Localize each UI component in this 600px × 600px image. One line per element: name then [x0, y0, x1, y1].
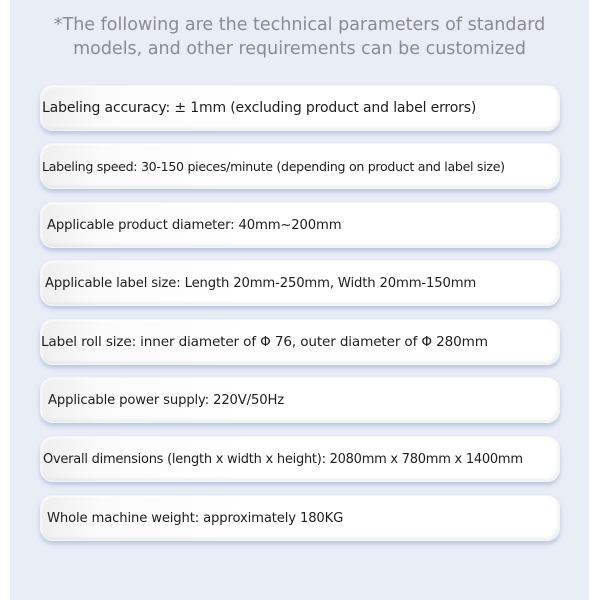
spec-card-machine-weight — [40, 495, 560, 541]
spec-card-product-diameter — [40, 202, 560, 248]
intro-note — [10, 13, 589, 61]
spec-text: Labeling speed: 30-150 pieces/minute (depending on product and label size) — [42, 158, 505, 174]
spec-text: Whole machine weight: approximately 180KG — [47, 510, 344, 526]
intro-line-2: models, and other requirements can be customized — [73, 39, 526, 59]
spec-card-labeling-accuracy — [40, 85, 560, 131]
spec-panel — [10, 0, 589, 600]
spec-card-labeling-speed — [40, 143, 560, 189]
spec-text: Applicable label size: Length 20mm-250mm, Width 20mm-150mm — [45, 275, 477, 291]
spec-text: Applicable product diameter: 40mm~200mm — [47, 217, 342, 233]
spec-card-label-roll-size — [40, 319, 560, 365]
spec-card-power-supply — [40, 377, 560, 423]
spec-text: Overall dimensions (length x width x height): 2080mm x 780mm x 1400mm — [43, 451, 523, 467]
spec-card-label-size — [40, 260, 560, 306]
intro-line-1: *The following are the technical parameters of standard — [53, 15, 546, 35]
spec-card-overall-dimensions — [40, 436, 560, 482]
spec-text: Labeling accuracy: ± 1mm (excluding product and label errors) — [42, 100, 477, 116]
spec-text: Label roll size: inner diameter of Φ 76, outer diameter of Φ 280mm — [41, 334, 488, 350]
spec-text: Applicable power supply: 220V/50Hz — [48, 392, 284, 408]
